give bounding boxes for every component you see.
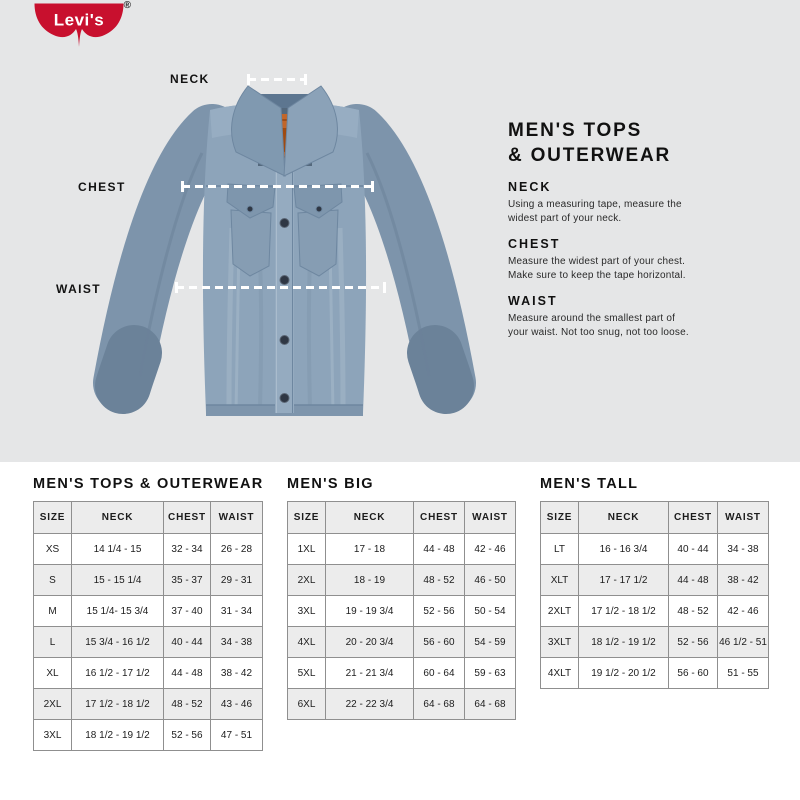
size-cell: 64 - 68 [414, 689, 465, 720]
column-header: WAIST [465, 502, 516, 534]
size-cell: 48 - 52 [669, 596, 718, 627]
size-cell: 3XLT [541, 627, 579, 658]
size-cell: 46 - 50 [465, 565, 516, 596]
size-cell: 51 - 55 [718, 658, 769, 689]
size-cell: 29 - 31 [211, 565, 263, 596]
size-cell: 4XLT [541, 658, 579, 689]
size-cell: 5XL [288, 658, 326, 689]
hero-title [508, 118, 696, 168]
chest-instruction-heading: CHEST [508, 237, 561, 251]
chest-measure-label: CHEST [78, 180, 126, 194]
column-header: NECK [72, 502, 164, 534]
hero-title-line1: MEN'S TOPS [508, 120, 643, 141]
column-header: CHEST [669, 502, 718, 534]
size-cell: 26 - 28 [211, 534, 263, 565]
size-cell: 15 3/4 - 16 1/2 [72, 627, 164, 658]
table-row [288, 689, 516, 720]
column-header: NECK [579, 502, 669, 534]
size-cell: 15 - 15 1/4 [72, 565, 164, 596]
table-row [34, 689, 263, 720]
table-row [34, 596, 263, 627]
tall-table-block [540, 476, 768, 689]
waist-instruction-heading: WAIST [508, 294, 558, 308]
table-row [34, 534, 263, 565]
size-cell: 60 - 64 [414, 658, 465, 689]
size-cell: 50 - 54 [465, 596, 516, 627]
big-table-block [287, 476, 515, 720]
size-cell: 17 - 17 1/2 [579, 565, 669, 596]
size-cell: 2XL [34, 689, 72, 720]
table-row [288, 534, 516, 565]
jacket-image [82, 58, 487, 448]
table-header-row [288, 502, 516, 534]
size-cell: 1XL [288, 534, 326, 565]
size-cell: 4XL [288, 627, 326, 658]
size-cell: 21 - 21 3/4 [326, 658, 414, 689]
column-header: WAIST [718, 502, 769, 534]
size-cell: L [34, 627, 72, 658]
size-cell: XL [34, 658, 72, 689]
size-cell: 42 - 46 [465, 534, 516, 565]
size-cell: 40 - 44 [669, 534, 718, 565]
table-row [541, 658, 769, 689]
size-cell: 38 - 42 [211, 658, 263, 689]
size-cell: 40 - 44 [164, 627, 211, 658]
chest-measure-line [182, 185, 373, 188]
size-cell: 2XL [288, 565, 326, 596]
size-cell: 46 1/2 - 51 [718, 627, 769, 658]
column-header: WAIST [211, 502, 263, 534]
size-cell: 64 - 68 [465, 689, 516, 720]
table-row [541, 596, 769, 627]
size-cell: 20 - 20 3/4 [326, 627, 414, 658]
size-cell: 48 - 52 [414, 565, 465, 596]
tall-size-table [540, 501, 769, 689]
size-cell: 47 - 51 [211, 720, 263, 751]
size-cell: 17 1/2 - 18 1/2 [579, 596, 669, 627]
measuring-instructions [508, 118, 696, 340]
size-cell: 14 1/4 - 15 [72, 534, 164, 565]
size-cell: 35 - 37 [164, 565, 211, 596]
neck-instruction [508, 180, 696, 226]
size-cell: 44 - 48 [414, 534, 465, 565]
neck-instruction-heading: NECK [508, 180, 552, 194]
batwing-shape [33, 3, 125, 49]
size-cell: 18 1/2 - 19 1/2 [579, 627, 669, 658]
size-cell: 18 - 19 [326, 565, 414, 596]
size-cell: 34 - 38 [211, 627, 263, 658]
column-header: CHEST [414, 502, 465, 534]
size-cell: XS [34, 534, 72, 565]
big-table-title: MEN'S BIG [287, 476, 374, 492]
size-cell: 54 - 59 [465, 627, 516, 658]
size-cell: 52 - 56 [669, 627, 718, 658]
size-cell: 17 1/2 - 18 1/2 [72, 689, 164, 720]
levis-batwing-logo [33, 0, 131, 49]
size-cell: 19 - 19 3/4 [326, 596, 414, 627]
column-header: SIZE [288, 502, 326, 534]
size-cell: XLT [541, 565, 579, 596]
size-cell: 44 - 48 [669, 565, 718, 596]
table-row [288, 627, 516, 658]
size-cell: 15 1/4- 15 3/4 [72, 596, 164, 627]
size-cell: S [34, 565, 72, 596]
size-cell: 17 - 18 [326, 534, 414, 565]
table-row [34, 627, 263, 658]
size-cell: 48 - 52 [164, 689, 211, 720]
chest-instruction-body: Measure the widest part of your chest. Make sure to keep the tape horizontal. [508, 256, 686, 281]
size-cell: 43 - 46 [211, 689, 263, 720]
neck-measure-label: NECK [170, 72, 210, 86]
tops-outerwear-table-title: MEN'S TOPS & OUTERWEAR [33, 476, 264, 492]
size-cell: 42 - 46 [718, 596, 769, 627]
size-cell: 18 1/2 - 19 1/2 [72, 720, 164, 751]
waist-measure-line [176, 286, 385, 289]
table-header-row [541, 502, 769, 534]
size-cell: 52 - 56 [414, 596, 465, 627]
column-header: SIZE [541, 502, 579, 534]
table-row [34, 565, 263, 596]
waist-measure-label: WAIST [56, 282, 101, 296]
column-header: SIZE [34, 502, 72, 534]
waist-instruction [508, 294, 696, 340]
column-header: NECK [326, 502, 414, 534]
table-row [288, 565, 516, 596]
size-cell: 31 - 34 [211, 596, 263, 627]
waist-instruction-body: Measure around the smallest part of your waist. Not too snug, not too loose. [508, 313, 689, 338]
jacket-placket [275, 150, 294, 413]
table-row [34, 720, 263, 751]
table-header-row [34, 502, 263, 534]
size-cell: 3XL [288, 596, 326, 627]
size-cell: 38 - 42 [718, 565, 769, 596]
table-row [541, 534, 769, 565]
tall-table-title: MEN'S TALL [540, 476, 639, 492]
table-row [288, 658, 516, 689]
size-cell: 16 - 16 3/4 [579, 534, 669, 565]
size-cell: 52 - 56 [164, 720, 211, 751]
neck-instruction-body: Using a measuring tape, measure the widest part of your neck. [508, 199, 682, 224]
neck-measure-line [248, 78, 306, 81]
size-cell: 56 - 60 [414, 627, 465, 658]
size-cell: 2XLT [541, 596, 579, 627]
size-cell: 19 1/2 - 20 1/2 [579, 658, 669, 689]
big-size-table [287, 501, 516, 720]
size-cell: LT [541, 534, 579, 565]
size-tables-section [0, 462, 800, 800]
column-header: CHEST [164, 502, 211, 534]
table-row [541, 627, 769, 658]
tops-outerwear-table-block [33, 476, 262, 751]
size-cell: 34 - 38 [718, 534, 769, 565]
size-cell: 16 1/2 - 17 1/2 [72, 658, 164, 689]
size-cell: 37 - 40 [164, 596, 211, 627]
chest-instruction [508, 237, 696, 283]
size-cell: 59 - 63 [465, 658, 516, 689]
size-cell: 22 - 22 3/4 [326, 689, 414, 720]
size-cell: 6XL [288, 689, 326, 720]
tops-outerwear-size-table [33, 501, 263, 751]
size-cell: 44 - 48 [164, 658, 211, 689]
size-cell: 56 - 60 [669, 658, 718, 689]
registered-trademark-symbol: ® [123, 0, 131, 11]
size-cell: 32 - 34 [164, 534, 211, 565]
size-cell: 3XL [34, 720, 72, 751]
table-row [288, 596, 516, 627]
levis-wordmark: Levi's [53, 10, 105, 30]
table-row [541, 565, 769, 596]
table-row [34, 658, 263, 689]
hero-title-line2: & OUTERWEAR [508, 145, 672, 166]
size-cell: M [34, 596, 72, 627]
